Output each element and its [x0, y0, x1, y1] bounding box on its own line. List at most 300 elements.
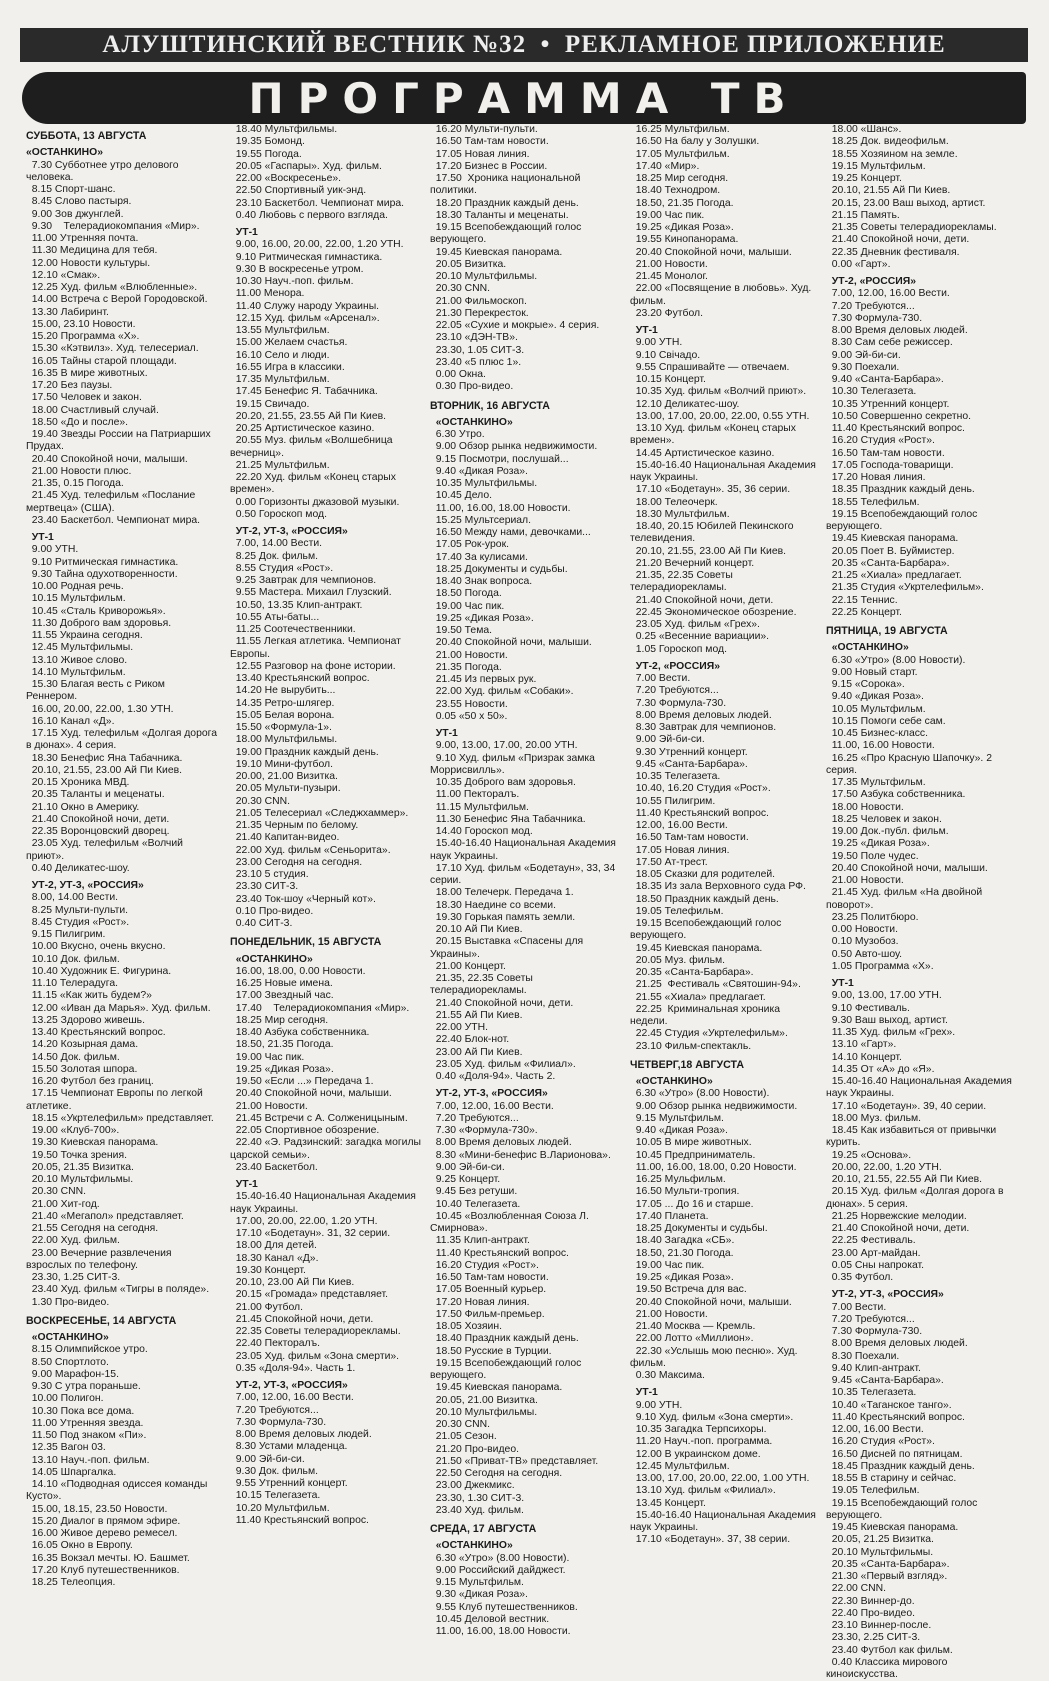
- program-item: 21.45 Из первых рук.: [430, 674, 537, 685]
- program-item: 0.00 Горизонты джазовой музыки.: [230, 496, 400, 508]
- program-item: 9.30 Ваш выход, артист.: [826, 1014, 948, 1026]
- program-item: 20.35 Таланты и меценаты.: [26, 789, 165, 801]
- program-item: 22.40 Про-видео.: [826, 1607, 915, 1619]
- program-item: 9.40 «Дикая Роза».: [630, 1125, 728, 1136]
- program-item: 20.25 Артистическое казино.: [230, 423, 375, 434]
- program-item: 17.10 Худ. фильм «Бодетаун», 33, 34 серии.: [430, 862, 619, 886]
- program-item: 19.10 Мини-футбол.: [230, 758, 333, 770]
- program-item: 11.00, 16.00, 18.00, 0.20 Новости.: [630, 1161, 797, 1173]
- program-item: 10.30 Пока все дома.: [26, 1405, 135, 1417]
- program-item: 9.30 Тайна одухотворенности.: [26, 568, 178, 580]
- program-item: 18.40 Знак вопроса.: [430, 576, 533, 587]
- program-item: 10.15 Концерт.: [630, 374, 706, 385]
- program-item: 9.00 Обзор рынка недвижимости.: [430, 441, 598, 453]
- schedule-column-3: [430, 124, 622, 1637]
- program-item: 19.15 Мультфильм.: [826, 160, 926, 172]
- program-item: 18.35 Праздник каждый день.: [826, 484, 975, 496]
- program-item: 9.00 Эй-би-си.: [230, 1453, 305, 1465]
- program-item: 21.25 Мультфильм.: [230, 459, 330, 471]
- program-item: 8.55 Студия «Рост».: [230, 562, 334, 574]
- program-item: 19.30 Горькая память земли.: [430, 911, 576, 923]
- program-item: 23.00 Арт-майдан.: [826, 1247, 921, 1259]
- program-item: 22.50 Спортивный уик-энд.: [230, 185, 367, 197]
- program-item: 15.20 Программа «Х».: [26, 331, 140, 342]
- program-item: 19.45 Киевская панорама.: [430, 1382, 563, 1394]
- program-item: 9.40 Клип-антракт.: [826, 1362, 921, 1374]
- program-item: 20.15 Худ. фильм «Долгая дорога в дюнах». 5 серия.: [826, 1186, 1007, 1210]
- program-item: 17.50 Человек и закон.: [26, 392, 142, 404]
- program-item: 21.40 «Мегапол» представляет.: [26, 1210, 184, 1222]
- program-item: 17.05 ... До 16 и старше.: [630, 1198, 754, 1210]
- program-item: 20.00, 21.00 Визитка.: [230, 771, 338, 782]
- program-item: 9.00 Марафон-15.: [26, 1368, 119, 1380]
- program-item: 20.30 CNN.: [26, 1186, 87, 1198]
- program-item: 10.55 Пилигрим.: [630, 795, 716, 807]
- program-item: 22.00 CNN.: [826, 1583, 887, 1595]
- program-item: 0.05 Сны напрокат.: [826, 1259, 925, 1271]
- program-item: 18.40 Азбука собственника.: [230, 1027, 370, 1038]
- program-item: 20.30 CNN.: [230, 795, 291, 807]
- program-item: 11.35 Худ. фильм «Грех».: [826, 1027, 956, 1038]
- program-item: 18.35 Из зала Верховного суда РФ.: [630, 881, 806, 893]
- program-item: 9.25 Завтрак для чемпионов.: [230, 575, 377, 586]
- program-item: 21.40 Спокойной ночи, дети.: [826, 234, 970, 246]
- program-item: 7.00, 12.00, 16.00 Вести.: [826, 288, 950, 300]
- channel-heading: УТ-1: [630, 325, 658, 336]
- program-item: 19.55 Погода.: [230, 148, 302, 160]
- program-item: 0.30 Про-видео.: [430, 381, 514, 393]
- program-item: 20.10, 21.55, 23.00 Ай Пи Киев.: [26, 764, 183, 776]
- program-item: 21.00 Новости.: [630, 258, 708, 270]
- program-item: 13.10 Живое слово.: [26, 654, 128, 666]
- program-item: 21.40 Капитан-видео.: [230, 832, 340, 844]
- program-item: 13.10 Науч.-поп. фильм.: [26, 1454, 150, 1466]
- program-item: 22.50 Сегодня на сегодня.: [430, 1468, 563, 1479]
- program-item: 15.40-16.40 Национальная Академия наук Украины.: [430, 838, 619, 862]
- program-item: 11.40 Крестьянский вопрос.: [430, 1247, 569, 1259]
- program-item: 22.40 Пекторалъ.: [230, 1338, 321, 1350]
- program-item: 17.05 Новая линия.: [630, 844, 730, 856]
- program-item: 17.05 Новая линия.: [430, 148, 530, 160]
- program-item: 7.00, 14.00 Вести.: [230, 538, 323, 550]
- program-item: 10.00 Вкусно, очень вкусно.: [26, 941, 166, 953]
- program-item: 20.05 Мульти-пузыри.: [230, 783, 341, 795]
- program-item: 21.50 «Приват-ТВ» представляет.: [430, 1455, 599, 1467]
- program-item: 23.40 Баскетбол.: [230, 1161, 318, 1173]
- program-item: 16.20 Футбол без границ.: [26, 1076, 154, 1087]
- program-item: 22.40 Блок-нот.: [430, 1034, 510, 1046]
- program-item: 19.30 Киевская панорама.: [26, 1137, 159, 1149]
- program-item: 21.30 «Первый взгляд».: [826, 1571, 948, 1582]
- program-item: 6.30 «Утро» (8.00 Новости).: [430, 1552, 570, 1564]
- program-item: 8.00, 14.00 Вести.: [26, 892, 119, 904]
- program-item: 10.45 Деловой вестник.: [430, 1613, 550, 1625]
- program-item: 17.35 Мультфильм.: [230, 374, 330, 385]
- program-item: 18.00 Мультфильмы.: [230, 734, 338, 746]
- program-item: 22.45 Экономическое обозрение.: [630, 606, 797, 618]
- program-item: 16.00, 18.00, 0.00 Новости.: [230, 965, 366, 977]
- program-item: 15.25 Мультсериал.: [430, 514, 532, 526]
- program-item: 22.00 Худ. фильм.: [26, 1235, 120, 1247]
- program-item: 0.30 Максима.: [630, 1370, 705, 1381]
- program-item: 16.35 Вокзал мечты. Ю. Башмет.: [26, 1552, 190, 1564]
- program-item: 9.00 Эй-би-си.: [630, 734, 705, 746]
- program-item: 16.50 Мульти-тропия.: [630, 1186, 740, 1198]
- program-item: 10.50, 13.35 Клип-антракт.: [230, 599, 363, 611]
- program-item: 19.05 Телефильм.: [630, 905, 724, 917]
- program-item: 10.15 Мультфильм.: [26, 593, 126, 605]
- program-item: 7.30 Формула-730.: [230, 1416, 327, 1428]
- program-item: 17.05 Мультфильм.: [630, 148, 730, 160]
- program-item: 9.10 Свічадо.: [630, 349, 701, 361]
- program-item: 23.10 5 студия.: [230, 869, 309, 880]
- program-item: 20.35 «Санта-Барбара».: [826, 1558, 950, 1570]
- program-item: 21.45 Худ. телефильм «Послание мертвеца» (США).: [26, 490, 199, 514]
- program-item: 1.05 Программа «Х».: [826, 960, 934, 972]
- program-item: 19.45 Киевская панорама.: [826, 533, 959, 545]
- program-item: 11.40 Крестьянский вопрос.: [826, 1411, 965, 1423]
- program-item: 19.25 «Основа».: [826, 1149, 912, 1161]
- channel-heading: «ОСТАНКИНО»: [26, 1332, 109, 1343]
- program-item: 18.00 Счастливый случай.: [26, 404, 159, 416]
- channel-heading: «ОСТАНКИНО»: [230, 953, 313, 965]
- program-item: 16.10 Канал «Д».: [26, 715, 115, 727]
- program-item: 23.40 «5 плюс 1».: [430, 356, 522, 368]
- program-item: 21.40 Спокойной ночи, дети.: [826, 1223, 970, 1234]
- program-item: 18.40, 20.15 Юбилей Пекинского телевидения.: [630, 521, 797, 545]
- program-item: 19.25 Концерт.: [826, 173, 902, 184]
- program-item: 19.00 Док.-публ. фильм.: [826, 826, 949, 837]
- program-item: 16.55 Игра в классики.: [230, 361, 345, 373]
- program-item: 19.15 Всепобеждающий голос верующего.: [826, 508, 981, 532]
- program-item: 1.30 Про-видео.: [26, 1296, 110, 1308]
- program-item: 9.10 Худ. фильм «Зона смерти».: [630, 1411, 794, 1423]
- program-item: 11.00 Менора.: [230, 288, 305, 300]
- program-item: 20.35 «Санта-Барбара».: [826, 557, 950, 569]
- program-item: 9.00 Эй-би-си.: [430, 1161, 505, 1173]
- program-item: 19.25 «Дикая Роза».: [230, 1063, 334, 1075]
- program-item: 11.35 Клип-антракт.: [430, 1235, 530, 1247]
- program-item: 10.35 Телегазета.: [630, 771, 721, 782]
- program-item: 10.35 Худ. фильм «Волчий приют».: [630, 386, 807, 398]
- program-item: 17.40 За кулисами.: [430, 551, 528, 563]
- program-item: 8.00 Время деловых людей.: [826, 325, 968, 336]
- program-item: 14.05 Шпаргалка.: [26, 1466, 117, 1478]
- program-item: 19.50 Встреча для вас.: [630, 1284, 747, 1296]
- program-item: 16.25 Мульфильм.: [630, 1174, 726, 1185]
- program-item: 18.25 Человек и закон.: [826, 813, 942, 825]
- program-item: 9.30 Утренний концерт.: [630, 746, 748, 758]
- program-item: 9.30 Док. фильм.: [230, 1465, 319, 1477]
- program-item: 14.45 Артистическое казино.: [630, 447, 775, 459]
- program-item: 8.25 Мульти-пульти.: [26, 904, 129, 916]
- program-item: 9.45 «Санта-Барбара».: [630, 758, 748, 770]
- program-item: 16.50 Там-там новости.: [430, 136, 549, 148]
- program-item: 17.15 Чемпионат Европы по легкой атлетике.: [26, 1088, 206, 1112]
- program-item: 12.00, 16.00 Вести.: [630, 820, 728, 831]
- program-item: 12.35 Вагон 03.: [26, 1442, 106, 1454]
- program-item: 19.50 Точка зрения.: [26, 1149, 127, 1161]
- program-item: 21.45 Монолог.: [630, 271, 708, 282]
- program-item: 21.35, 22.35 Советы телерадиорекламы.: [630, 570, 736, 594]
- program-item: 9.55 Утренний концерт.: [230, 1478, 348, 1489]
- program-item: 22.00 Лотто «Миллион».: [630, 1333, 754, 1345]
- program-item: 22.45 Студия «Укртелефильм».: [630, 1028, 788, 1040]
- program-item: 15.05 Белая ворона.: [230, 709, 335, 721]
- program-item: 9.15 Мультфильм.: [430, 1577, 524, 1588]
- program-item: 19.25 «Дикая Роза».: [430, 612, 534, 624]
- program-item: 23.00 Ай Пи Киев.: [430, 1046, 523, 1058]
- program-item: 12.25 Худ. фильм «Влюбленные».: [26, 282, 198, 293]
- program-item: 18.25 Мир сегодня.: [630, 173, 729, 184]
- program-item: 17.50 Азбука собственника.: [826, 789, 966, 801]
- program-item: 23.40 Худ. фильм «Тигры в поляде».: [26, 1284, 210, 1296]
- program-item: 23.10 Виннер-после.: [826, 1620, 932, 1631]
- program-item: 21.00 Фильмоскоп.: [430, 295, 527, 307]
- program-item: 9.00 Зов джунглей.: [26, 208, 124, 220]
- program-item: 7.30 Формула-730.: [630, 697, 727, 709]
- program-item: 20.15 «Громада» представляет.: [230, 1289, 389, 1301]
- program-item: 16.50 Там-там новости.: [430, 1272, 549, 1283]
- program-item: 18.25 Телеопция.: [26, 1577, 116, 1588]
- program-item: 8.50 Спортлото.: [26, 1356, 109, 1368]
- program-item: 17.40 «Мир».: [630, 160, 700, 172]
- program-item: 13.10 «Гарт».: [826, 1039, 897, 1051]
- program-item: 21.30 Перекресток.: [430, 307, 529, 319]
- program-item: 23.30, 2.25 СИТ-3.: [826, 1632, 921, 1644]
- day-heading: ВТОРНИК, 16 АВГУСТА: [430, 399, 550, 412]
- channel-heading: УТ-1: [26, 532, 54, 543]
- program-item: 17.40 Планета.: [630, 1210, 709, 1222]
- day-heading: ПОНЕДЕЛЬНИК, 15 АВГУСТА: [230, 936, 382, 949]
- program-item: 23.10 Фильм-спектакль.: [630, 1040, 752, 1052]
- program-item: 17.20 Без паузы.: [26, 380, 113, 391]
- program-item: 22.20 Худ. фильм «Конец старых времен».: [230, 472, 399, 496]
- program-item: 16.20 Мульти-пульти.: [430, 124, 538, 135]
- program-item: 11.00 Утренняя почта.: [26, 233, 139, 244]
- program-item: 11.50 Под знаком «Пи».: [26, 1430, 147, 1441]
- program-item: 20.10, 21.55 Ай Пи Киев.: [826, 185, 951, 197]
- program-item: 23.30, 1.25 СИТ-3.: [26, 1272, 121, 1283]
- program-item: 20.10 Мультфильмы.: [26, 1174, 134, 1185]
- program-item: 19.00 Час пик.: [230, 1051, 305, 1063]
- program-item: 18.00 Муз. фильм.: [826, 1112, 922, 1124]
- program-item: 8.30 Устами младенца.: [230, 1441, 348, 1453]
- program-item: 10.15 Помоги себе сам.: [826, 715, 946, 727]
- program-item: 10.40 Художник Е. Фигурина.: [26, 965, 172, 977]
- program-item: 0.25 «Весенние вариации».: [630, 631, 770, 643]
- tv-program-banner: [22, 72, 1026, 124]
- channel-heading: УТ-1: [230, 227, 258, 238]
- program-item: 10.35 Загадка Терпсихоры.: [630, 1424, 767, 1435]
- program-item: 22.35 Советы телерадиорекламы.: [230, 1326, 401, 1337]
- program-item: 19.00 «Клуб-700».: [26, 1125, 120, 1136]
- program-item: 18.25 Документы и судьбы.: [430, 563, 568, 575]
- program-item: 18.20 Праздник каждый день.: [430, 197, 579, 209]
- program-item: 21.25 Фестиваль «Святошин-94».: [630, 979, 801, 991]
- program-item: 18.50 «До и после».: [26, 416, 129, 428]
- program-item: 14.20 Не вырубить...: [230, 685, 336, 697]
- program-item: 20.10 Ай Пи Киев.: [430, 924, 523, 935]
- program-item: 11.00, 16.00 Новости.: [826, 740, 935, 752]
- program-item: 19.30 Концерт.: [230, 1264, 306, 1276]
- program-item: 20.05 Поет В. Буймистер.: [826, 545, 955, 557]
- program-item: 19.15 Свичадо.: [230, 398, 310, 410]
- program-item: 9.30 «Дикая Роза».: [430, 1589, 528, 1601]
- program-item: 10.00 Полигон.: [26, 1393, 104, 1405]
- program-item: 8.00 Время деловых людей.: [430, 1137, 572, 1149]
- program-item: 9.30 Поехали.: [826, 361, 900, 373]
- program-item: 16.20 Студия «Рост».: [826, 435, 935, 447]
- program-item: 15.00, 23.10 Новости.: [26, 318, 136, 330]
- program-item: 18.30 Таланты и меценаты.: [430, 209, 569, 221]
- program-item: 17.50 Хроника национальной политики.: [430, 173, 584, 197]
- channel-heading: УТ-2, УТ-3, «РОССИЯ»: [230, 526, 348, 537]
- program-item: 20.05, 21.00 Визитка.: [430, 1394, 538, 1406]
- program-item: 17.20 Клуб путешественников.: [26, 1564, 180, 1576]
- program-item: 15.40-16.40 Национальная Академия наук Украины.: [826, 1076, 1015, 1100]
- program-item: 13.10 Худ. фильм «Филиал».: [630, 1485, 776, 1497]
- program-item: 16.50 На балу у Золушки.: [630, 136, 760, 148]
- program-item: 18.00 Для детей.: [230, 1240, 317, 1252]
- program-item: 21.40 Спокойной ночи, дети.: [26, 813, 170, 825]
- program-item: 21.25 «Хиала» предлагает.: [826, 570, 962, 581]
- program-item: 17.10 «Бодетаун». 39, 40 серии.: [826, 1100, 987, 1112]
- program-item: 18.30 Наедине со всеми.: [430, 899, 556, 911]
- program-item: 23.55 Новости.: [430, 698, 508, 710]
- program-item: 17.50 Фильм-премьер.: [430, 1308, 545, 1320]
- program-item: 0.40 Любовь с первого взгляда.: [230, 209, 388, 221]
- program-item: 16.10 Село и люди.: [230, 349, 330, 361]
- program-item: 0.00 Окна.: [430, 369, 486, 380]
- program-item: 21.40 Спокойной ночи, дети.: [630, 594, 774, 606]
- program-item: 9.10 Ритмическая гимнастика.: [230, 251, 383, 263]
- program-item: 20.05 Муз. фильм.: [630, 954, 726, 966]
- day-heading: СУББОТА, 13 АВГУСТА: [26, 130, 147, 142]
- channel-heading: УТ-1: [230, 1179, 258, 1190]
- program-item: 19.35 Бомонд.: [230, 136, 305, 148]
- program-item: 21.25 Норвежские мелодии.: [826, 1210, 967, 1222]
- program-item: 16.20 Студия «Рост».: [826, 1436, 935, 1448]
- program-item: 21.40 Спокойной ночи, дети.: [430, 997, 574, 1009]
- program-item: 20.30 CNN.: [430, 1419, 491, 1430]
- channel-heading: УТ-2, УТ-3, «РОССИЯ»: [230, 1380, 348, 1391]
- program-item: 17.20 Бизнес в России.: [430, 160, 548, 172]
- channel-heading: «ОСТАНКИНО»: [430, 416, 513, 428]
- program-item: 7.30 Формула-730.: [826, 312, 923, 324]
- program-item: 0.05 «50 х 50».: [430, 710, 508, 722]
- program-item: 23.30, 1.05 СИТ-3.: [430, 344, 525, 356]
- program-item: 19.55 Кинопанорама.: [630, 234, 739, 246]
- program-item: 0.50 Гороскоп мод.: [230, 508, 327, 520]
- program-item: 9.15 «Сорока».: [826, 679, 905, 690]
- program-item: 16.05 Тайны старой площади.: [26, 355, 177, 367]
- masthead-title: АЛУШТИНСКИЙ ВЕСТНИК №32 • РЕКЛАМНОЕ ПРИЛОЖЕНИЕ: [102, 31, 946, 58]
- program-item: 21.45 Встречи с А. Солженицыным.: [230, 1112, 408, 1124]
- program-item: 8.00 Время деловых людей.: [826, 1338, 968, 1350]
- program-item: 20.10 Мультфильмы.: [430, 1406, 538, 1418]
- program-item: 16.00 Живое дерево ремесел.: [26, 1528, 178, 1539]
- program-item: 10.30 Науч.-поп. фильм.: [230, 276, 354, 287]
- program-item: 14.35 От «А» до «Я».: [826, 1063, 935, 1075]
- program-item: 15.50 Золотая шпора.: [26, 1063, 138, 1075]
- program-item: 17.10 «Бодетаун». 35, 36 серии.: [630, 484, 791, 496]
- newspaper-masthead: [20, 28, 1028, 62]
- program-item: 12.00 Новости культуры.: [26, 257, 151, 269]
- program-item: 22.05 Спортивное обозрение.: [230, 1125, 380, 1136]
- channel-heading: «ОСТАНКИНО»: [26, 147, 103, 159]
- program-item: 21.05 Телесериал «Следжхаммер».: [230, 807, 409, 819]
- channel-heading: УТ-1: [430, 728, 458, 739]
- program-item: 11.40 Крестьянский вопрос.: [826, 423, 965, 434]
- program-item: 16.50 Там-там новости.: [826, 447, 945, 459]
- program-item: 22.30 «Услышь мою песню». Худ. фильм.: [630, 1345, 801, 1369]
- program-item: 18.55 Телефильм.: [826, 496, 920, 508]
- program-item: 1.05 Гороскоп мод.: [630, 643, 727, 655]
- program-item: 8.15 Олимпийское утро.: [26, 1344, 148, 1356]
- program-item: 16.35 В мире животных.: [26, 367, 148, 379]
- program-item: 12.45 Мультфильм.: [630, 1460, 730, 1472]
- program-item: 21.00 Новости.: [630, 1308, 708, 1320]
- program-item: 7.00 Вести.: [826, 1301, 887, 1313]
- program-item: 18.50, 21.35 Погода.: [230, 1039, 334, 1051]
- program-item: 9.30 С утра пораньше.: [26, 1381, 141, 1392]
- program-item: 9.55 Клуб путешественников.: [430, 1601, 578, 1613]
- program-item: 20.40 Спокойной ночи, малыши.: [230, 1088, 392, 1100]
- channel-heading: УТ-2, «РОССИЯ»: [630, 660, 720, 672]
- program-item: 9.15 Мультфильм.: [630, 1112, 724, 1124]
- program-item: 8.00 Время деловых людей.: [230, 1429, 372, 1440]
- program-item: 11.00, 16.00, 18.00 Новости.: [430, 1626, 571, 1637]
- program-item: 18.15 «Укртелефильм» представляет.: [26, 1112, 214, 1124]
- program-item: 20.10, 23.00 Ай Пи Киев.: [230, 1277, 355, 1288]
- program-item: 15.20 Диалог в прямом эфире.: [26, 1515, 181, 1527]
- program-item: 15.40-16.40 Национальная Академия наук Украины.: [630, 459, 819, 483]
- program-item: 23.05 Худ. телефильм «Волчий приют».: [26, 838, 186, 862]
- program-item: 23.25 Политбюро.: [826, 911, 919, 923]
- program-item: 22.30 Виннер-до.: [826, 1595, 915, 1607]
- channel-heading: УТ-2, УТ-3, «РОССИЯ»: [26, 880, 144, 891]
- program-item: 14.10 Мультфильм.: [26, 666, 126, 678]
- program-item: 20.55 Муз. фильм «Волшебница вечерниц».: [230, 435, 396, 459]
- program-item: 9.00 УТН.: [630, 337, 683, 349]
- program-item: 22.25 Фестиваль.: [826, 1235, 916, 1247]
- program-item: 19.45 Киевская панорама.: [826, 1522, 959, 1533]
- program-item: 18.45 Праздник каждый день.: [826, 1460, 975, 1472]
- program-item: 18.55 В старину и сейчас.: [826, 1473, 957, 1484]
- program-item: 21.00 Новости.: [430, 649, 508, 661]
- program-item: 17.20 Новая линия.: [826, 472, 926, 483]
- program-item: 22.00 Худ. фильм «Собаки».: [430, 686, 574, 698]
- program-item: 23.10 Баскетбол. Чемпионат мира.: [230, 197, 405, 209]
- program-item: 0.00 «Гарт».: [826, 258, 891, 270]
- program-item: 13.40 Крестьянский вопрос.: [230, 673, 370, 684]
- program-item: 21.55 Сегодня на сегодня.: [26, 1223, 159, 1234]
- program-item: 15.40-16.40 Национальная Академия наук Украины.: [630, 1509, 819, 1533]
- program-item: 19.45 Киевская панорама.: [630, 942, 763, 954]
- program-item: 18.40 Праздник каждый день.: [430, 1333, 579, 1345]
- program-item: 18.00 Телечерк. Передача 1.: [430, 887, 574, 899]
- program-item: 19.50 Тема.: [430, 625, 493, 636]
- program-item: 10.50 Совершенно секретно.: [826, 410, 972, 422]
- program-item: 7.30 Формула-730.: [826, 1326, 923, 1337]
- program-item: 18.00 «Шанс».: [826, 124, 902, 135]
- program-item: 16.05 Окно в Европу.: [26, 1540, 133, 1552]
- program-item: 18.55 Хозяином на земле.: [826, 148, 958, 160]
- program-item: 0.40 СИТ-3.: [230, 918, 293, 929]
- program-item: 11.40 Крестьянский вопрос.: [230, 1514, 369, 1526]
- program-item: 23.40 Баскетбол. Чемпионат мира.: [26, 514, 201, 526]
